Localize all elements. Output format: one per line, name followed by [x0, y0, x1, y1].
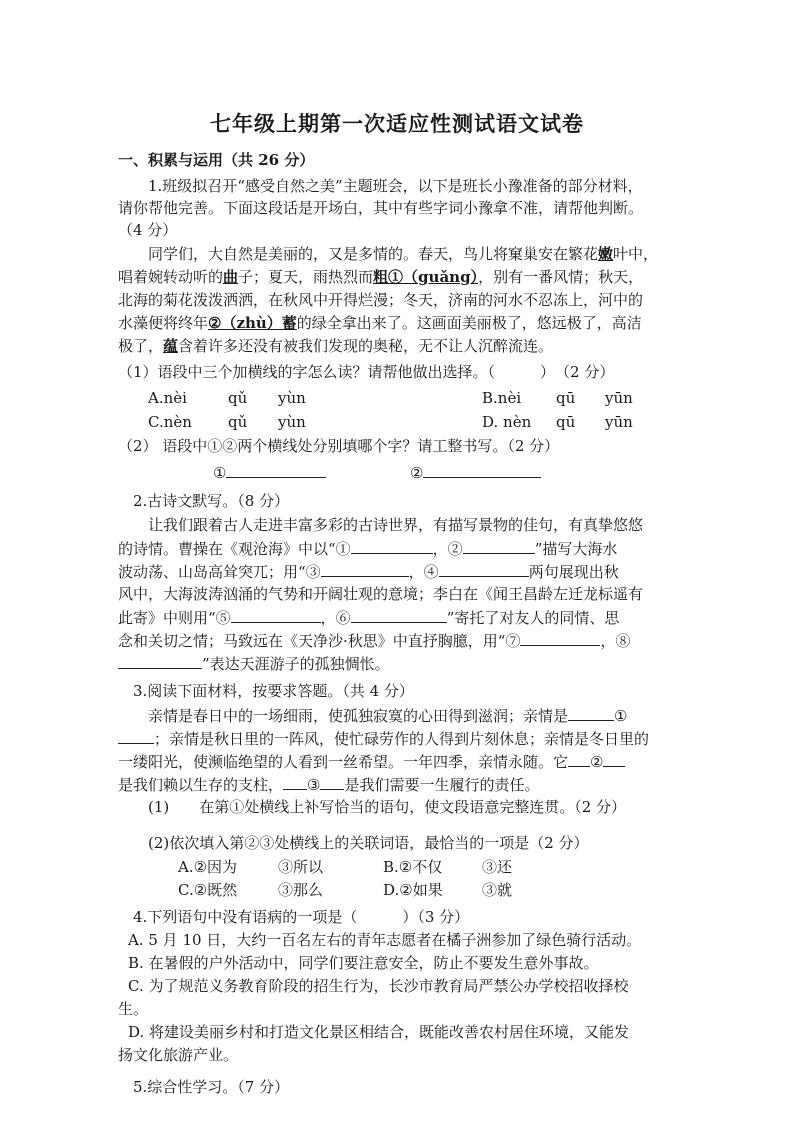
text: ”寄托了对友人的同情、思	[446, 609, 620, 627]
q2-heading: 2.古诗文默写。（8 分）	[133, 492, 290, 510]
q1-passage-line-3: 北海的菊花泼泼洒洒，在秋风中开得烂漫；冬天，济南的河水不忍冻上，河中的	[118, 291, 644, 309]
q1-passage-line-1	[148, 244, 658, 264]
section-heading: 一、积累与运用（共 26 分）	[118, 151, 315, 169]
option-b-2: qū	[556, 389, 576, 407]
passage-text: 同学们，大自然是美丽的，又是多情的。春天，鸟儿将窠巢安在繁花	[148, 245, 599, 263]
q3-option-d-2: ③就	[482, 881, 513, 899]
answer-line[interactable]	[321, 561, 409, 577]
answer-line[interactable]	[568, 705, 614, 721]
q3-option-a: A.②因为	[178, 858, 238, 876]
answer-line[interactable]	[351, 538, 433, 554]
q3-line-1	[148, 705, 627, 726]
option-b-3: yūn	[605, 389, 633, 407]
marker: ②	[410, 464, 424, 482]
marker: ③	[307, 776, 321, 794]
text: 此寄》中则用“⑤	[118, 609, 231, 627]
text: 波动荡、山岛高耸突兀；用“③	[118, 563, 321, 581]
option-a-2: qǔ	[228, 389, 248, 407]
option-c-3: yùn	[278, 413, 306, 431]
q4-option-c: C. 为了规范义务教育阶段的招生行为，长沙市教育局严禁公办学校招收择校	[128, 977, 629, 995]
q3-option-b: B.②不仅	[383, 858, 443, 876]
text: ”描写大海水	[534, 540, 618, 558]
marker: ①	[213, 464, 227, 482]
marker: ①	[614, 707, 628, 725]
text: 是我们需要一生履行的责任。	[344, 776, 540, 794]
text: 亲情是春日中的一场细雨，使孤独寂寞的心田得到滋润；亲情是	[148, 707, 569, 725]
answer-line[interactable]	[463, 538, 535, 554]
text: 两句展现出秋	[528, 563, 619, 581]
answer-line[interactable]	[118, 728, 154, 744]
q3-option-c: C.②既然	[178, 881, 238, 899]
passage-text: 子；夏天，雨热烈而	[238, 268, 374, 286]
q3-sub-2: (2)依次填入第②③处横线上的关联词语，最恰当的一项是（2 分）	[148, 834, 589, 852]
passage-text: 极了，	[118, 337, 164, 355]
page-title: 七年级上期第一次适应性测试语文试卷	[210, 111, 584, 136]
answer-line[interactable]	[568, 751, 590, 767]
answer-blank-2[interactable]	[410, 462, 541, 483]
option-c: C.nèn	[148, 413, 192, 431]
q5-heading: 5.综合性学习。（7 分）	[133, 1078, 290, 1096]
q3-line-4	[118, 774, 539, 795]
option-a: A.nèi	[148, 389, 187, 407]
passage-text: 唱着婉转动听的	[118, 268, 224, 286]
fill-blank-1: 粗①（guǎng）	[373, 268, 479, 286]
q3-option-b-2: ③还	[482, 858, 513, 876]
answer-line[interactable]	[118, 653, 202, 669]
option-d-3: yūn	[605, 413, 633, 431]
q2-line-6	[118, 630, 630, 651]
text: ；亲情是秋日里的一阵风，使忙碌劳作的人得到片刻休息；亲情是冬日里的	[154, 730, 650, 748]
option-c-2: qǔ	[228, 413, 248, 431]
option-b: B.nèi	[482, 389, 522, 407]
text: ”表达天涯游子的孤独惆怅。	[202, 655, 390, 673]
passage-text: 水藻便将终年	[118, 314, 209, 332]
text: 是我们赖以生存的支柱，	[118, 776, 284, 794]
text: ，②	[432, 540, 463, 558]
q1-sub-1: （1）语段中三个加横线的字怎么读？请帮他做出选择。（ ） （2 分）	[118, 363, 615, 381]
underlined-char: 蕴	[163, 337, 179, 355]
q4-option-d: D. 将建设美丽乡村和打造文化景区相结合，既能改善农村居住环境，又能发	[128, 1023, 630, 1041]
underlined-char: 嫩	[598, 245, 614, 263]
q3-line-2	[118, 728, 649, 749]
option-d: D. nèn	[482, 413, 532, 431]
q2-line-2	[118, 538, 617, 559]
q4-option-b: B. 在暑假的户外活动中，同学们要注意安全，防止不要发生意外事故。	[128, 954, 599, 972]
q1-line-2: 请你帮他完善。下面这段话是开场白，其中有些字词小豫拿不准，请帮他判断。	[118, 199, 644, 217]
q3-line-3	[118, 751, 625, 772]
q1-passage-line-2	[118, 267, 643, 287]
q3-option-d: D.②如果	[383, 881, 443, 899]
q1-line-1: 1.班级拟召开“感受自然之美”主题班会，以下是班长小豫准备的部分材料，	[148, 177, 643, 195]
marker: ②	[590, 753, 604, 771]
q1-passage-line-5	[118, 336, 553, 356]
q2-line-7	[118, 653, 390, 674]
text: 念和关切之情；马致远在《天净沙·秋思》中直抒胸臆，用“⑦	[118, 632, 521, 650]
q2-line-3	[118, 561, 619, 582]
answer-line	[423, 462, 541, 478]
option-d-2: qū	[556, 413, 576, 431]
q2-line-5	[118, 607, 619, 628]
q4-option-c-cont: 生。	[118, 1000, 149, 1018]
answer-line[interactable]	[439, 561, 529, 577]
q3-option-a-2: ③所以	[278, 858, 324, 876]
answer-line[interactable]	[520, 630, 600, 646]
q1-sub-2: （2） 语段中①②两个横线处分别填哪个字？请工整书写。（2 分）	[118, 437, 560, 455]
text: 一缕阳光，使濒临绝望的人看到一丝希望。一年四季，亲情永随。它	[118, 753, 569, 771]
q2-line-4: 风中，大海波涛汹涌的气势和开阔壮观的意境；李白在《闻王昌龄左迁龙标遥有	[118, 585, 644, 603]
text: ，⑧	[600, 632, 631, 650]
underlined-char: 曲	[223, 268, 239, 286]
passage-text: ，别有一番风情；秋天，	[478, 268, 644, 286]
answer-line	[226, 462, 326, 478]
q3-heading: 3.阅读下面材料，按要求答题。（共 4 分）	[133, 682, 414, 700]
passage-text: 含着许多还没有被我们发现的奥秘，无不让人沉醉流连。	[178, 337, 554, 355]
q2-line-1: 让我们跟着古人走进丰富多彩的古诗世界，有描写景物的佳句，有真挚悠悠	[148, 516, 644, 534]
answer-line[interactable]	[320, 774, 344, 790]
q1-passage-line-4	[118, 313, 642, 333]
q3-option-c-2: ③那么	[278, 881, 324, 899]
text: 的诗情。曹操在《观沧海》中以“①	[118, 540, 351, 558]
answer-line[interactable]	[351, 607, 447, 623]
answer-blank-1[interactable]	[213, 462, 326, 483]
q4-option-a: A. 5 月 10 日，大约一百名左右的青年志愿者在橘子洲参加了绿色骑行活动。	[128, 931, 642, 949]
q3-sub-1: (1) 在第①处横线上补写恰当的语句，使文段语意完整连贯。（2 分）	[148, 798, 627, 816]
text: ，⑥	[320, 609, 351, 627]
text: ，④	[408, 563, 439, 581]
passage-text: 的绿全拿出来了。这画面美丽极了，悠远极了，高洁	[296, 314, 642, 332]
answer-line[interactable]	[603, 751, 625, 767]
answer-line[interactable]	[283, 774, 307, 790]
q1-line-3: （4 分）	[118, 221, 178, 239]
option-a-3: yùn	[278, 389, 306, 407]
q4-option-d-cont: 扬文化旅游产业。	[118, 1046, 239, 1064]
answer-line[interactable]	[231, 607, 321, 623]
q4-heading: 4.下列语句中没有语病的一项是（ ）（3 分）	[133, 908, 470, 926]
passage-text: 叶中，	[613, 245, 659, 263]
fill-blank-2: ②（zhù）蓄	[208, 314, 297, 332]
